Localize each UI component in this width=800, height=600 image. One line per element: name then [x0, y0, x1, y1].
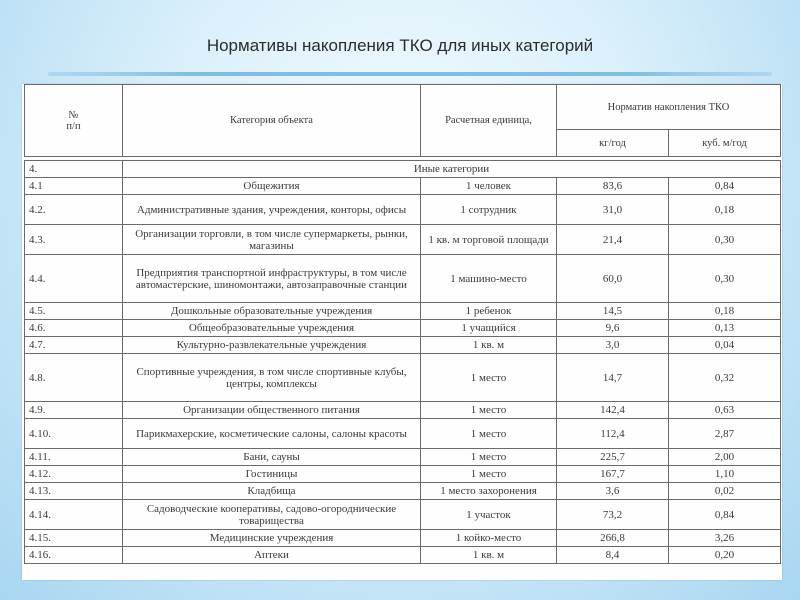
table-sheet: [22, 84, 782, 580]
row-category: Административные здания, учреждения, конторы, офисы: [123, 195, 421, 225]
table-row: [25, 483, 781, 500]
row-kg: 73,2: [557, 500, 669, 530]
row-unit: 1 кв. м торговой площади: [421, 225, 557, 255]
row-kg: 8,4: [557, 547, 669, 564]
table-row: [25, 225, 781, 255]
row-num: 4.5.: [25, 303, 123, 320]
table-row: [25, 466, 781, 483]
row-category: Бани, сауны: [123, 449, 421, 466]
table-row: [25, 530, 781, 547]
row-m3: 0,84: [669, 500, 781, 530]
table-row: [25, 255, 781, 303]
row-m3: 0,32: [669, 354, 781, 402]
header-norm: Норматив накопления ТКО: [557, 85, 781, 130]
row-num: 4.3.: [25, 225, 123, 255]
row-kg: 167,7: [557, 466, 669, 483]
row-m3: 0,02: [669, 483, 781, 500]
row-category: Парикмахерские, косметические салоны, салоны красоты: [123, 419, 421, 449]
row-m3: 0,20: [669, 547, 781, 564]
row-m3: 0,63: [669, 402, 781, 419]
row-m3: 0,30: [669, 255, 781, 303]
table-row: [25, 402, 781, 419]
row-unit: 1 сотрудник: [421, 195, 557, 225]
row-kg: 142,4: [557, 402, 669, 419]
table-row: [25, 178, 781, 195]
row-unit: 1 ребенок: [421, 303, 557, 320]
row-num: 4.7.: [25, 337, 123, 354]
row-m3: 0,84: [669, 178, 781, 195]
row-category: Садоводческие кооперативы, садово-огороднические товарищества: [123, 500, 421, 530]
row-m3: 1,10: [669, 466, 781, 483]
row-category: Культурно-развлекательные учреждения: [123, 337, 421, 354]
row-unit: 1 место: [421, 466, 557, 483]
row-kg: 21,4: [557, 225, 669, 255]
table-row: [25, 303, 781, 320]
slide-title: Нормативы накопления ТКО для иных категорий: [206, 36, 594, 55]
row-m3: 0,18: [669, 195, 781, 225]
row-m3: 2,00: [669, 449, 781, 466]
row-kg: 83,6: [557, 178, 669, 195]
row-category: Аптеки: [123, 547, 421, 564]
row-kg: 31,0: [557, 195, 669, 225]
table-row: [25, 354, 781, 402]
row-unit: 1 человек: [421, 178, 557, 195]
row-category: Предприятия транспортной инфраструктуры, в том числе автомастерские, шиномонтажи, автозаправочные станции: [123, 255, 421, 303]
table-row: [25, 547, 781, 564]
row-num: 4.9.: [25, 402, 123, 419]
row-unit: 1 место: [421, 354, 557, 402]
row-unit: 1 место: [421, 449, 557, 466]
row-num: 4.12.: [25, 466, 123, 483]
row-category: Общеобразовательные учреждения: [123, 320, 421, 337]
table-row: [25, 449, 781, 466]
header-m3: куб. м/год: [669, 130, 781, 157]
row-unit: 1 машино-место: [421, 255, 557, 303]
row-category: Кладбища: [123, 483, 421, 500]
row-unit: 1 учащийся: [421, 320, 557, 337]
row-kg: 266,8: [557, 530, 669, 547]
header-unit: Расчетная единица,: [421, 85, 557, 157]
table-row: [25, 337, 781, 354]
row-num: 4.8.: [25, 354, 123, 402]
row-num: 4.15.: [25, 530, 123, 547]
header-kg: кг/год: [557, 130, 669, 157]
row-unit: 1 участок: [421, 500, 557, 530]
table-row: [25, 500, 781, 530]
row-unit: 1 кв. м: [421, 337, 557, 354]
row-num: 4.6.: [25, 320, 123, 337]
row-category: Гостиницы: [123, 466, 421, 483]
row-num: 4.13.: [25, 483, 123, 500]
row-m3: 0,30: [669, 225, 781, 255]
row-unit: 1 место: [421, 402, 557, 419]
group-row: [25, 161, 781, 178]
group-label: Иные категории: [123, 161, 781, 178]
row-unit: 1 место: [421, 419, 557, 449]
row-m3: 2,87: [669, 419, 781, 449]
row-kg: 9,6: [557, 320, 669, 337]
row-kg: 3,0: [557, 337, 669, 354]
row-kg: 112,4: [557, 419, 669, 449]
row-num: 4.16.: [25, 547, 123, 564]
row-m3: 0,18: [669, 303, 781, 320]
table-row: [25, 195, 781, 225]
row-category: Организации общественного питания: [123, 402, 421, 419]
row-num: 4.10.: [25, 419, 123, 449]
row-kg: 14,7: [557, 354, 669, 402]
row-unit: 1 место захоронения: [421, 483, 557, 500]
header-num: № п/п: [25, 85, 123, 157]
norms-table: [24, 84, 781, 564]
row-kg: 60,0: [557, 255, 669, 303]
row-m3: 0,13: [669, 320, 781, 337]
row-category: Спортивные учреждения, в том числе спортивные клубы, центры, комплексы: [123, 354, 421, 402]
row-m3: 0,04: [669, 337, 781, 354]
header-category: Категория объекта: [123, 85, 421, 157]
row-num: 4.1: [25, 178, 123, 195]
row-category: Организации торговли, в том числе супермаркеты, рынки, магазины: [123, 225, 421, 255]
group-num: 4.: [25, 161, 123, 178]
row-kg: 3,6: [557, 483, 669, 500]
row-unit: 1 кв. м: [421, 547, 557, 564]
row-num: 4.11.: [25, 449, 123, 466]
row-category: Общежития: [123, 178, 421, 195]
row-kg: 225,7: [557, 449, 669, 466]
row-category: Медицинские учреждения: [123, 530, 421, 547]
row-unit: 1 койко-место: [421, 530, 557, 547]
row-category: Дошкольные образовательные учреждения: [123, 303, 421, 320]
table-row: [25, 320, 781, 337]
row-num: 4.14.: [25, 500, 123, 530]
row-m3: 3,26: [669, 530, 781, 547]
row-num: 4.2.: [25, 195, 123, 225]
title-underline: [48, 72, 772, 76]
table-row: [25, 419, 781, 449]
row-kg: 14,5: [557, 303, 669, 320]
row-num: 4.4.: [25, 255, 123, 303]
